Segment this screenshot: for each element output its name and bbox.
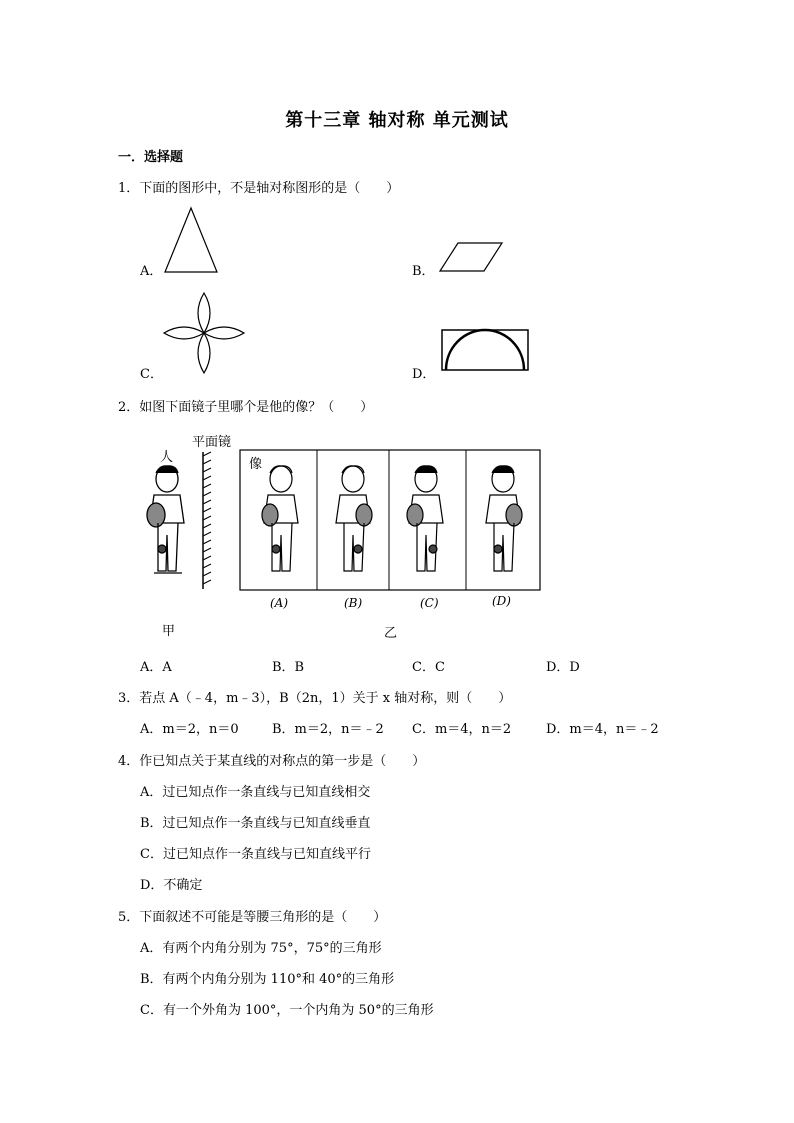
image-label: 像 [249, 457, 263, 472]
question-2-stem: 2．如图下面镜子里哪个是他的像？（ ） [118, 400, 374, 415]
mirror-images-box [239, 449, 541, 591]
triangle-figure [163, 206, 219, 274]
q4-option-b: B．过已知点作一条直线与已知直线垂直 [140, 816, 371, 831]
question-5-stem: 5．下面叙述不可能是等腰三角形的是（ ） [118, 910, 387, 925]
q3-option-d: D．m＝4，n＝﹣2 [546, 722, 659, 737]
caption-a: (A) [270, 596, 289, 610]
q5-option-c: C．有一个外角为 100°，一个内角为 50°的三角形 [140, 1003, 434, 1018]
q3-option-c: C．m＝4，n＝2 [412, 722, 512, 737]
q3-option-a: A．m＝2，n＝0 [140, 722, 239, 737]
q2-option-a: A．A [140, 660, 172, 675]
q1-option-d-label: D． [412, 367, 436, 382]
q1-option-b-label: B． [412, 264, 435, 279]
question-3-stem: 3．若点 A（﹣4，m﹣3），B（2n，1）关于 x 轴对称，则（ ） [118, 691, 512, 706]
q1-option-a-label: A． [140, 264, 163, 279]
question-1-stem: 1．下面的图形中，不是轴对称图形的是（ ） [118, 181, 400, 196]
q2-option-b: B．B [272, 660, 305, 675]
caption-b: (B) [344, 596, 363, 610]
q5-option-b: B．有两个内角分别为 110°和 40°的三角形 [140, 972, 395, 987]
q4-option-c: C．过已知点作一条直线与已知直线平行 [140, 847, 371, 862]
right-figure-label: 乙 [384, 626, 398, 641]
question-4-stem: 4．作已知点关于某直线的对称点的第一步是（ ） [118, 754, 426, 769]
q5-option-a: A．有两个内角分别为 75°，75°的三角形 [140, 941, 382, 956]
q1-option-c-label: C． [140, 367, 163, 382]
person-label: 人 [160, 450, 174, 465]
boy-figure-original [140, 463, 194, 581]
caption-d: (D) [492, 594, 511, 608]
mirror-figure [201, 452, 213, 590]
q4-option-a: A．过已知点作一条直线与已知直线相交 [140, 785, 371, 800]
four-petal-figure [162, 291, 246, 375]
parallelogram-figure [438, 241, 504, 273]
left-figure-label: 甲 [162, 624, 176, 639]
q3-option-b: B．m＝2，n＝﹣2 [272, 722, 384, 737]
q4-option-d: D．不确定 [140, 878, 203, 893]
q2-option-c: C．C [412, 660, 445, 675]
section-heading: 一．选择题 [118, 150, 184, 165]
caption-c: (C) [420, 596, 439, 610]
semicircle-in-rectangle-figure [440, 328, 530, 372]
page-title: 第十三章 轴对称 单元测试 [285, 110, 509, 131]
mirror-label: 平面镜 [192, 435, 232, 450]
q2-option-d: D．D [546, 660, 580, 675]
